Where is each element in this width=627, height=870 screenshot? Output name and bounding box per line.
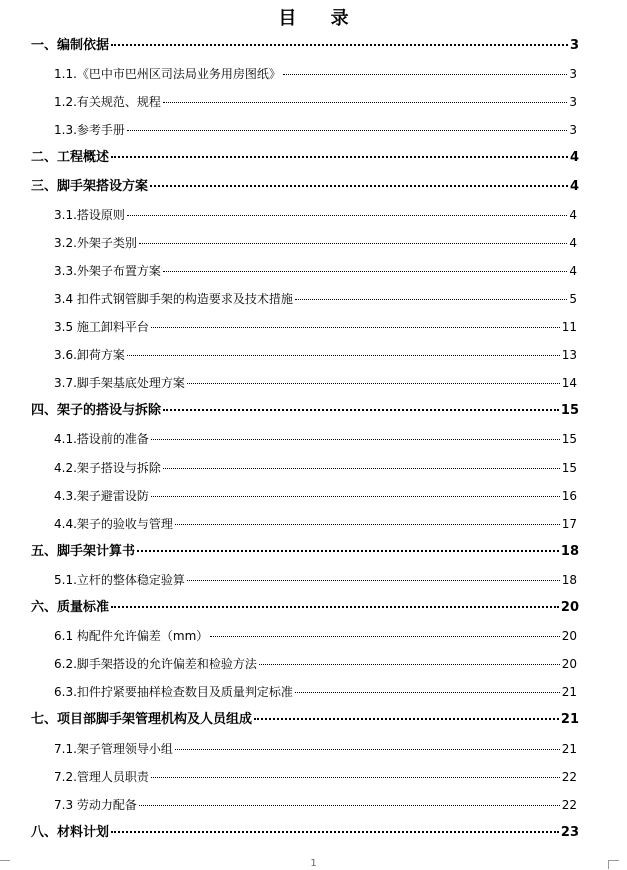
toc-entry-label: 八、材料计划 <box>31 824 110 840</box>
toc-dot-leader <box>283 74 567 75</box>
toc-entry-label: 4.3.架子避雷设防 <box>54 488 149 503</box>
toc-subsection-entry[interactable] <box>54 486 577 506</box>
toc-dot-leader <box>259 664 560 665</box>
toc-entry-page: 3 <box>569 38 579 53</box>
toc-entry-page: 21 <box>561 685 577 700</box>
toc-entry-label: 1.3.参考手册 <box>54 123 125 138</box>
toc-entry-label: 七、项目部脚手架管理机构及人员组成 <box>31 712 253 728</box>
toc-dot-leader <box>127 215 567 216</box>
toc-dot-leader <box>175 749 560 750</box>
toc-entry-page: 18 <box>561 572 577 587</box>
toc-entry-label: 二、工程概述 <box>31 150 110 166</box>
toc-entry-label: 3.6.卸荷方案 <box>54 348 125 363</box>
toc-dot-leader <box>295 299 567 300</box>
toc-dot-leader <box>137 550 559 552</box>
toc-dot-leader <box>210 636 559 637</box>
toc-entry-page: 15 <box>561 432 577 447</box>
toc-dot-leader <box>295 692 560 693</box>
toc-dot-leader <box>151 496 560 497</box>
toc-dot-leader <box>111 156 568 158</box>
toc-entry-label: 3.5 施工卸料平台 <box>54 320 149 334</box>
toc-dot-leader <box>127 130 567 131</box>
toc-dot-leader <box>151 327 560 328</box>
toc-entry-label: 四、架子的搭设与拆除 <box>31 403 162 419</box>
toc-entry-label: 一、编制依据 <box>31 38 110 53</box>
toc-entry-page: 3 <box>569 67 577 82</box>
toc-subsection-entry[interactable] <box>54 120 577 140</box>
toc-entry-label: 3.4 扣件式钢管脚手架的构造要求及技术措施 <box>54 291 293 306</box>
toc-entry-label: 7.2.管理人员职责 <box>54 769 149 784</box>
toc-entry-page: 17 <box>561 516 577 531</box>
toc-entry-page: 4 <box>569 178 579 194</box>
toc-dot-leader <box>163 409 559 411</box>
toc-subsection-entry[interactable] <box>54 458 577 478</box>
toc-entry-page: 20 <box>560 600 579 615</box>
toc-entry-page: 21 <box>561 741 577 756</box>
toc-subsection-entry[interactable] <box>54 795 577 815</box>
toc-entry-label: 6.1 构配件允许偏差（mm） <box>54 629 209 644</box>
toc-entry-label: 3.1.搭设原则 <box>54 207 125 222</box>
page-title: 目 录 <box>278 8 363 29</box>
toc-subsection-entry[interactable] <box>54 767 577 787</box>
toc-subsection-entry[interactable] <box>54 654 577 674</box>
toc-entry-label: 五、脚手架计算书 <box>31 543 136 559</box>
toc-dot-leader <box>151 777 560 778</box>
toc-section-entry[interactable] <box>31 177 579 197</box>
toc-dot-leader <box>127 355 560 356</box>
toc-subsection-entry[interactable] <box>54 64 577 84</box>
toc-dot-leader <box>254 718 559 720</box>
toc-entry-page: 13 <box>561 348 577 363</box>
toc-dot-leader <box>163 271 567 272</box>
toc-section-entry[interactable] <box>31 823 579 843</box>
toc-entry-label: 7.1.架子管理领导小组 <box>54 741 173 756</box>
toc-entry-label: 4.2.架子搭设与拆除 <box>54 460 161 475</box>
toc-section-entry[interactable] <box>31 598 579 618</box>
toc-entry-label: 3.7.脚手架基底处理方案 <box>54 376 185 391</box>
toc-dot-leader <box>187 383 560 384</box>
toc-subsection-entry[interactable] <box>54 205 577 225</box>
toc-entry-label: 6.2.脚手架搭设的允许偏差和检验方法 <box>54 657 257 672</box>
page-number: 1 <box>310 858 317 869</box>
toc-dot-leader <box>111 831 559 833</box>
toc-subsection-entry[interactable] <box>54 345 577 365</box>
toc-subsection-entry[interactable] <box>54 317 577 337</box>
toc-entry-label: 7.3 劳动力配备 <box>54 797 137 812</box>
toc-entry-page: 22 <box>561 797 577 812</box>
toc-entry-page: 5 <box>569 291 577 306</box>
toc-subsection-entry[interactable] <box>54 626 577 646</box>
toc-entry-page: 4 <box>569 263 577 278</box>
toc-entry-page: 18 <box>560 543 579 559</box>
toc-dot-leader <box>111 44 568 46</box>
toc-entry-page: 16 <box>561 488 577 503</box>
toc-entry-label: 3.2.外架子类别 <box>54 235 137 250</box>
toc-entry-page: 15 <box>561 460 577 475</box>
toc-entry-label: 三、脚手架搭设方案 <box>31 178 149 194</box>
toc-entry-label: 5.1.立杆的整体稳定验算 <box>54 572 185 587</box>
toc-subsection-entry[interactable] <box>54 92 577 112</box>
toc-subsection-entry[interactable] <box>54 289 577 309</box>
toc-entry-page: 4 <box>569 207 577 222</box>
toc-dot-leader <box>150 185 568 187</box>
toc-subsection-entry[interactable] <box>54 514 577 534</box>
toc-section-entry[interactable] <box>31 542 579 562</box>
toc-dot-leader <box>139 805 560 806</box>
toc-dot-leader <box>139 243 567 244</box>
toc-dot-leader <box>163 102 567 103</box>
toc-dot-leader <box>175 524 560 525</box>
toc-dot-leader <box>111 606 559 608</box>
toc-entry-page: 4 <box>569 235 577 250</box>
toc-entry-label: 1.2.有关规范、规程 <box>54 95 161 110</box>
toc-entry-label: 3.3.外架子布置方案 <box>54 263 161 278</box>
toc-entry-page: 22 <box>561 769 577 784</box>
toc-subsection-entry[interactable] <box>54 682 577 702</box>
toc-entry-page: 3 <box>569 123 577 138</box>
page-corner-mark-right <box>608 860 619 869</box>
toc-entry-page: 3 <box>569 95 577 110</box>
toc-dot-leader <box>151 439 560 440</box>
toc-section-entry[interactable] <box>31 401 579 421</box>
toc-subsection-entry[interactable] <box>54 373 577 393</box>
toc-entry-page: 23 <box>560 824 579 840</box>
toc-entry-page: 11 <box>561 320 577 334</box>
toc-subsection-entry[interactable] <box>54 261 577 281</box>
toc-section-entry[interactable] <box>31 710 579 730</box>
toc-entry-page: 20 <box>561 629 577 644</box>
toc-entry-label: 六、质量标准 <box>31 600 110 615</box>
toc-entry-page: 4 <box>569 150 579 166</box>
toc-entry-page: 20 <box>561 657 577 672</box>
toc-entry-label: 1.1.《巴中市巴州区司法局业务用房图纸》 <box>54 67 281 82</box>
toc-entry-label: 4.1.搭设前的准备 <box>54 432 149 447</box>
toc-subsection-entry[interactable] <box>54 739 577 759</box>
toc-subsection-entry[interactable] <box>54 570 577 590</box>
toc-entry-page: 15 <box>560 403 579 419</box>
toc-entry-label: 4.4.架子的验收与管理 <box>54 516 173 531</box>
toc-entry-page: 21 <box>560 712 579 728</box>
toc-subsection-entry[interactable] <box>54 233 577 253</box>
toc-entry-label: 6.3.扣件拧紧要抽样检查数目及质量判定标准 <box>54 685 293 700</box>
toc-subsection-entry[interactable] <box>54 429 577 449</box>
toc-section-entry[interactable] <box>31 36 579 56</box>
toc-entry-page: 14 <box>561 376 577 391</box>
toc-section-entry[interactable] <box>31 148 579 168</box>
toc-dot-leader <box>187 580 560 581</box>
toc-dot-leader <box>163 468 560 469</box>
